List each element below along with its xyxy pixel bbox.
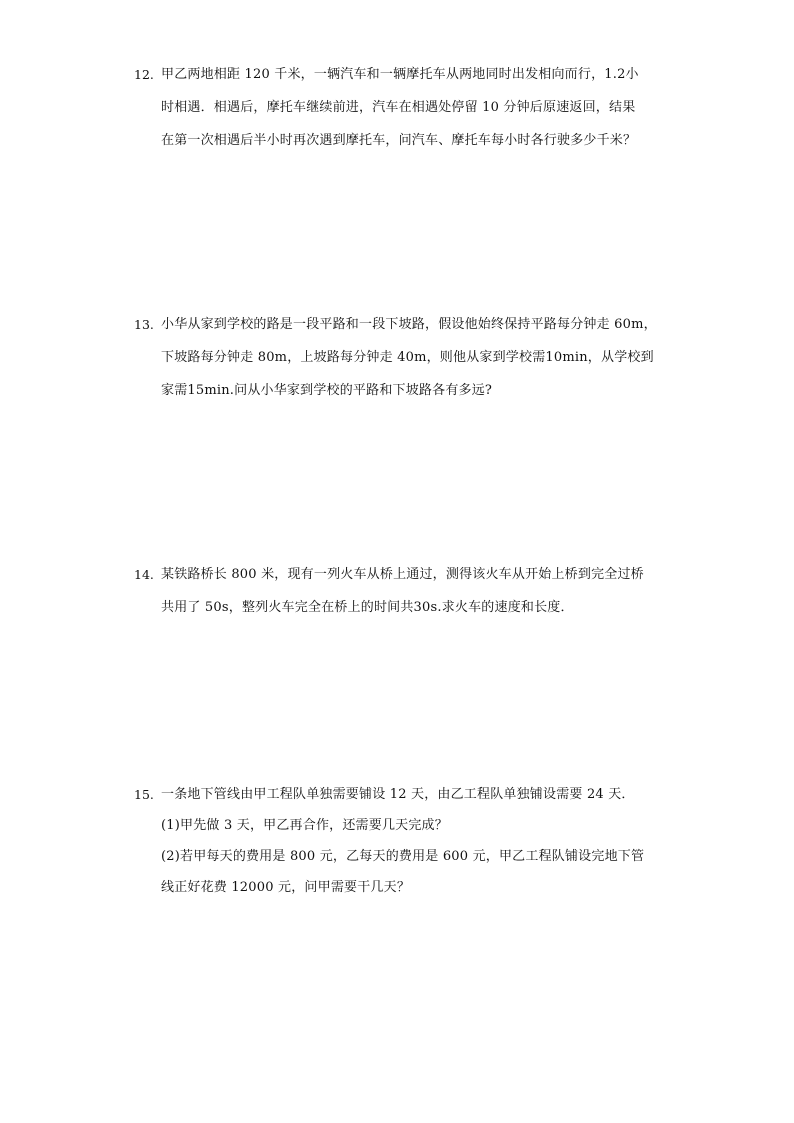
problem-text-line: 在第一次相遇后半小时再次遇到摩托车，问汽车、摩托车每小时各行驶多少千米？: [161, 133, 637, 148]
problem-number: 14.: [134, 567, 154, 582]
problem-text-line: 某铁路桥长 800 米，现有一列火车从桥上通过，测得该火车从开始上桥到完全过桥: [161, 567, 644, 582]
problem-text-line: 甲乙两地相距 120 千米，一辆汽车和一辆摩托车从两地同时出发相向而行，1.2小: [161, 67, 639, 82]
problem-text-line: 家需15min.问从小华家到学校的平路和下坡路各有多远?: [161, 383, 493, 398]
sub-question-2: (2)若甲每天的费用是 800 元，乙每天的费用是 600 元，甲乙工程队铺设完地下管: [161, 849, 645, 864]
problem-number: 15.: [134, 787, 154, 802]
problem-text-line: 一条地下管线由甲工程队单独需要铺设 12 天，由乙工程队单独铺设需要 24 天．: [161, 787, 635, 802]
problem-text-line: 线正好花费 12000 元，问甲需要干几天？: [161, 880, 411, 895]
problem-number: 12.: [134, 67, 154, 82]
problem-text-line: 时相遇．相遇后，摩托车继续前进，汽车在相遇处停留 10 分钟后原速返回，结果: [161, 100, 636, 115]
problem-text-line: 小华从家到学校的路是一段平路和一段下坡路，假设他始终保持平路每分钟走 60m，: [161, 317, 657, 332]
problem-number: 13.: [134, 317, 154, 332]
problem-text-line: 共用了 50s，整列火车完全在桥上的时间共30s.求火车的速度和长度．: [161, 600, 574, 615]
sub-question-1: (1)甲先做 3 天，甲乙再合作，还需要几天完成？: [161, 818, 448, 833]
problem-text-line: 下坡路每分钟走 80m，上坡路每分钟走 40m，则他从家到学校需10min，从学校到: [161, 350, 654, 365]
